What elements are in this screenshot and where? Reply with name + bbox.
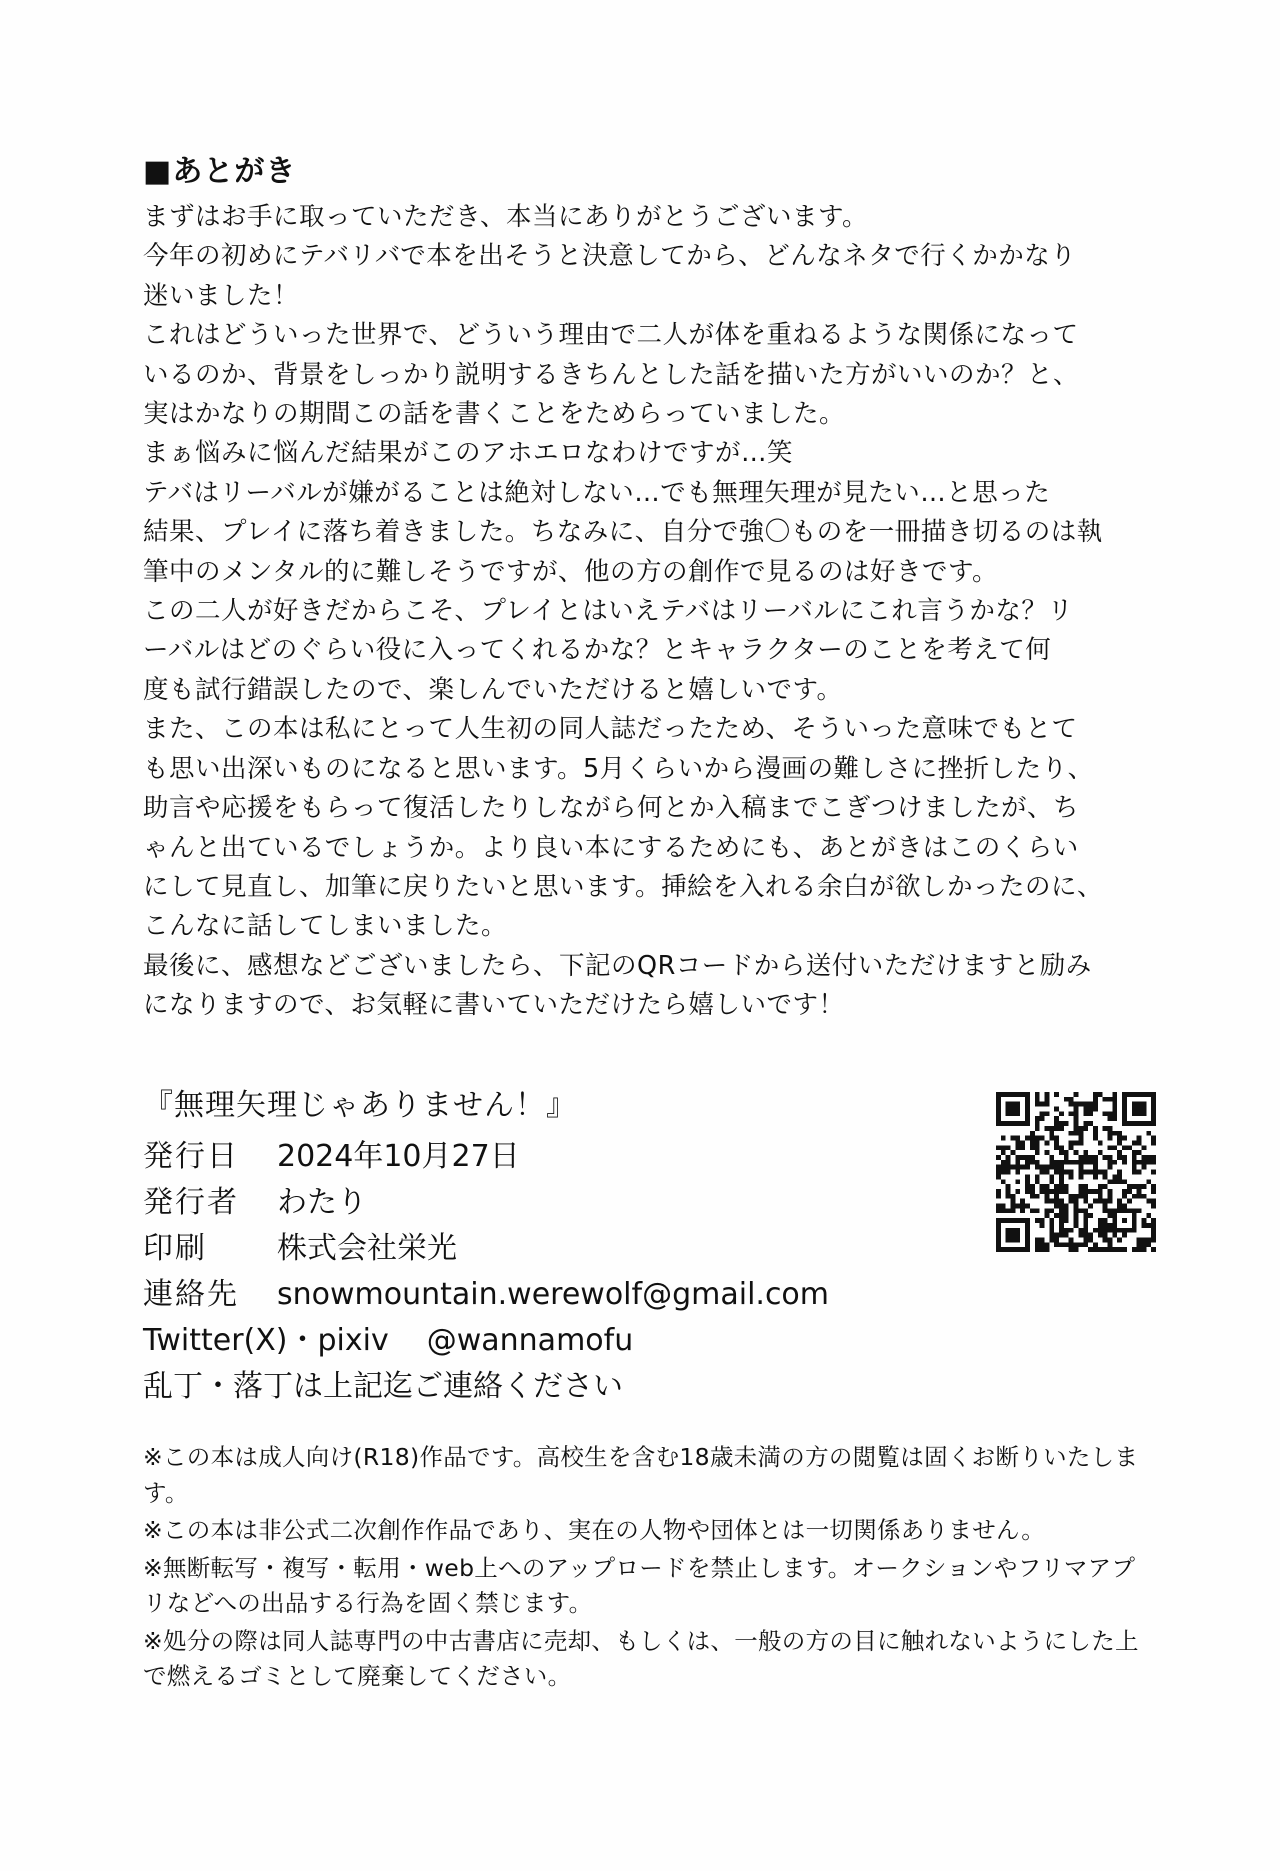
sns-label: Twitter(X)・pixiv — [143, 1323, 389, 1358]
publisher-row — [143, 1180, 903, 1226]
printer-row — [143, 1226, 903, 1272]
afterword-line: 最後に、感想などございましたら、下記のQRコードから送付いただけますと励み — [143, 950, 1092, 981]
afterword-body — [143, 198, 1153, 1026]
notice-item: ※処分の際は同人誌専門の中古書店に売却、もしくは、一般の方の目に触れないようにした上で燃えるゴミとして廃棄してください。 — [143, 1626, 1139, 1690]
sns-handle: @wannamofu — [426, 1323, 634, 1358]
afterword-section — [143, 152, 1153, 1026]
afterword-line: 度も試行錯誤したので、楽しんでいただけると嬉しいです。 — [143, 674, 843, 705]
notice-item: ※この本は成人向け(R18)作品です。高校生を含む18歳未満の方の閲覧は固くお断りいたします。 — [143, 1443, 1139, 1507]
notice-item: ※無断転写・複写・転用・web上へのアップロードを禁止します。オークションやフリマアプリなどへの出品する行為を固く禁じます。 — [143, 1553, 1136, 1617]
afterword-line: ゃんと出ているでしょうか。より良い本にするためにも、あとがきはこのくらい — [143, 832, 1079, 863]
colophon-section — [143, 1084, 903, 1410]
afterword-line: 迷いました！ — [143, 280, 300, 311]
afterword-line: テバはリーバルが嫌がることは絶対しない…でも無理矢理が見たい…と思った — [143, 477, 1051, 508]
afterword-line: になりますので、お気軽に書いていただけたら嬉しいです！ — [143, 990, 845, 1021]
issue-date-value: 2024年10月27日 — [277, 1139, 520, 1174]
afterword-line: まぁ悩みに悩んだ結果がこのアホエロなわけですが…笑 — [143, 438, 794, 469]
printer-label: 印刷 — [143, 1231, 207, 1266]
sns-row — [143, 1318, 903, 1364]
afterword-line: これはどういった世界で、どういう理由で二人が体を重ねるような関係になって — [143, 320, 1079, 351]
publisher-label: 発行者 — [143, 1185, 239, 1220]
afterword-line: 実はかなりの期間この話を書くことをためらっていました。 — [143, 399, 846, 430]
contact-label: 連絡先 — [143, 1277, 239, 1312]
afterword-heading: ■あとがき — [143, 154, 297, 189]
contact-row — [143, 1272, 903, 1318]
afterword-line: も思い出深いものになると思います。5月くらいから漫画の難しさに挫折したり、 — [143, 753, 1094, 784]
afterword-line: 助言や応援をもらって復活したりしながら何とか入稿までこぎつけましたが、ち — [143, 793, 1080, 824]
book-title: 『無理矢理じゃありません！』 — [143, 1088, 577, 1123]
afterword-line: 今年の初めにテバリバで本を出そうと決意してから、どんなネタで行くかかなり — [143, 241, 1077, 272]
afterword-line: まずはお手に取っていただき、本当にありがとうございます。 — [143, 202, 868, 232]
issue-date-row — [143, 1134, 903, 1180]
afterword-line: 結果、プレイに落ち着きました。ちなみに、自分で強〇ものを一冊描き切るのは執 — [143, 517, 1103, 548]
afterword-line: この二人が好きだからこそ、プレイとはいえテバはリーバルにこれ言うかな？リ — [143, 596, 1074, 627]
afterword-line: 筆中のメンタル的に難しそうですが、他の方の創作で見るのは好きです。 — [143, 556, 998, 587]
afterword-line: にして見直し、加筆に戻りたいと思います。挿絵を入れる余白が欲しかったのに、 — [143, 871, 1103, 902]
notice-item: ※この本は非公式二次創作作品であり、実在の人物や団体とは一切関係ありません。 — [143, 1516, 1045, 1544]
afterword-line: いるのか、背景をしっかり説明するきちんとした話を描いた方がいいのか？と、 — [143, 359, 1080, 390]
notes-section — [143, 1440, 1153, 1697]
printer-value: 株式会社栄光 — [277, 1231, 457, 1266]
misprint-notice: 乱丁・落丁は上記迄ご連絡ください — [143, 1369, 623, 1404]
afterword-line: また、この本は私にとって人生初の同人誌だったため、そういった意味でもとて — [143, 714, 1078, 745]
afterword-line: こんなに話してしまいました。 — [143, 911, 508, 942]
contact-email: snowmountain.werewolf@gmail.com — [277, 1277, 830, 1312]
issue-date-label: 発行日 — [143, 1139, 239, 1174]
publisher-value: わたり — [277, 1185, 367, 1220]
qr-code-graphic — [996, 1092, 1156, 1252]
afterword-line: ーバルはどのぐらい役に入ってくれるかな？とキャラクターのことを考えて何 — [143, 635, 1052, 666]
qr-code-icon — [996, 1092, 1156, 1252]
